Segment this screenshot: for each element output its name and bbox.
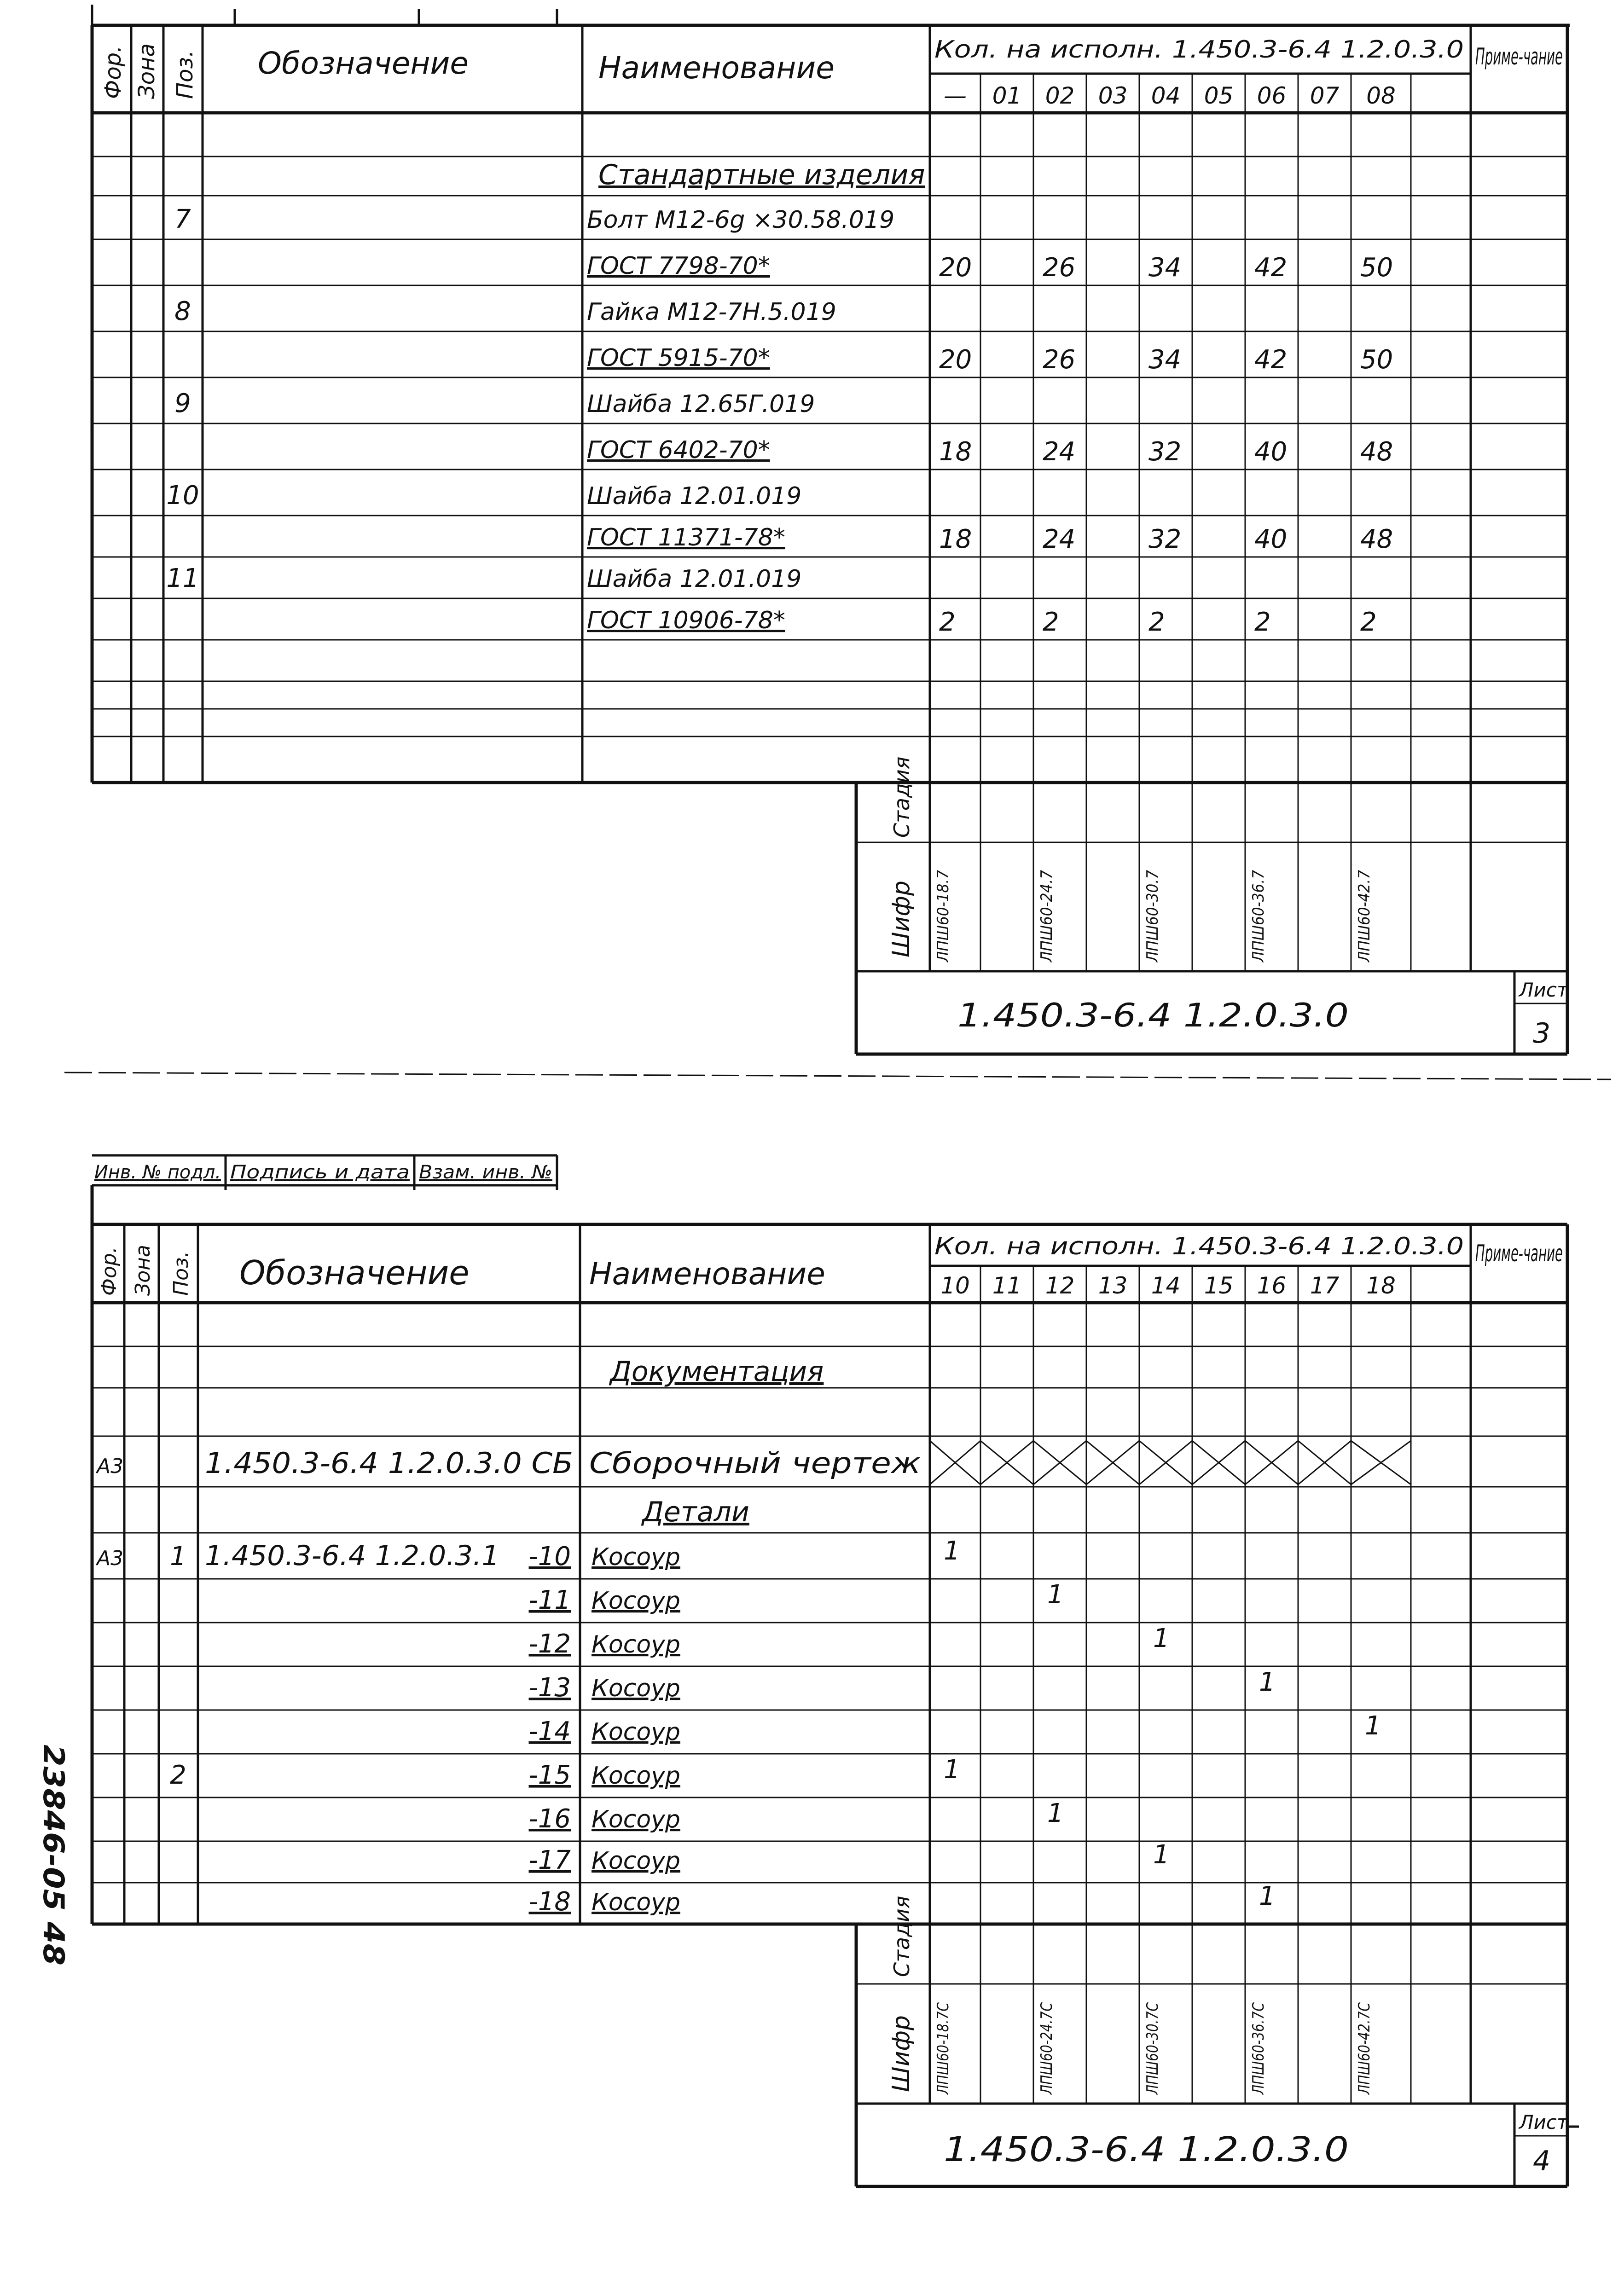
variant-header: 16 — [1257, 1272, 1287, 1299]
variant-header: 03 — [1098, 82, 1128, 109]
position-number: 9 — [174, 388, 191, 418]
section-parts: Детали — [642, 1496, 749, 1528]
sheet-2 — [37, 1155, 1579, 2186]
part-name: Косоур — [592, 1587, 680, 1615]
variant-header: 10 — [940, 1272, 970, 1299]
col-zone-header: Зона — [134, 43, 160, 99]
item-name: ГОСТ 7798-70* — [587, 252, 770, 280]
sheet1-rows — [166, 204, 1393, 637]
quantity-cell: 24 — [1043, 524, 1076, 554]
variant-header: 07 — [1310, 82, 1340, 109]
quantity-cell: 34 — [1148, 253, 1182, 283]
variant-header: 18 — [1366, 1272, 1396, 1299]
quantity-cell: 32 — [1148, 437, 1182, 467]
variant-cipher: ЛПШ60-30.7 — [1143, 861, 1162, 962]
quantity-cell: 2 — [1148, 607, 1165, 637]
sheet-label: Лист — [1519, 979, 1568, 1001]
quantity-cell: 34 — [1148, 345, 1182, 375]
col-pos-header: Поз. — [172, 50, 198, 99]
variant-cipher: ЛПШ60-36.7 — [1249, 861, 1268, 962]
sheet2-ciphers — [934, 1983, 1374, 2095]
variant-header: 05 — [1204, 82, 1234, 109]
quantity-cell: 26 — [1043, 253, 1076, 283]
variant-cipher: ЛПШ60-24.7С — [1038, 1983, 1056, 2094]
part-name: Косоур — [592, 1718, 680, 1746]
position-number: 2 — [170, 1760, 186, 1790]
quantity-cell: 1 — [1365, 1711, 1381, 1741]
quantity-cell: 1 — [944, 1536, 960, 1566]
quantity-cell: 2 — [939, 607, 956, 637]
item-name: Гайка М12-7Н.5.019 — [587, 298, 836, 326]
part-suffix: -10 — [528, 1542, 571, 1571]
sheet1-row-lines — [92, 157, 1567, 736]
position-number: 7 — [174, 204, 191, 234]
variant-header: 14 — [1151, 1272, 1181, 1299]
sheet-number: 4 — [1533, 2145, 1551, 2177]
part-name: Косоур — [592, 1847, 680, 1875]
col-format-header: Фор. — [98, 1247, 121, 1296]
doc-number: 1.450.3-6.4 1.2.0.3.0 — [957, 997, 1349, 1034]
variant-header: 08 — [1366, 82, 1396, 109]
quantity-cell: 42 — [1254, 253, 1288, 283]
quantity-cell: 1 — [1047, 1798, 1064, 1828]
col-format-header: Фор. — [100, 45, 126, 99]
col-designation-header: Обозначение — [239, 1253, 470, 1292]
variant-cipher: ЛПШ60-36.7С — [1249, 1983, 1268, 2094]
quantity-cell: 1 — [1259, 1667, 1276, 1697]
qty-title: Кол. на исполн. 1.450.3-6.4 1.2.0.3.0 — [934, 1233, 1464, 1260]
item-name: Шайба 12.65Г.019 — [587, 390, 815, 418]
quantity-cell: 48 — [1360, 524, 1393, 554]
variant-cipher: ЛПШ60-42.7 — [1355, 861, 1374, 962]
variant-header: — — [944, 82, 967, 109]
part-designation: 1.450.3-6.4 1.2.0.3.1 — [205, 1540, 499, 1572]
col-note-header: Приме-чание — [1475, 1240, 1563, 1267]
quantity-cell: 20 — [939, 253, 972, 283]
col-pos-header: Поз. — [169, 1251, 193, 1296]
variant-header: 01 — [992, 82, 1022, 109]
variant-header: 04 — [1151, 82, 1181, 109]
part-format: А3 — [97, 1547, 124, 1570]
quantity-cell: 1 — [1047, 1580, 1064, 1610]
doc-format: А3 — [97, 1455, 124, 1478]
col-designation-header: Обозначение — [258, 46, 469, 81]
sheet1-variant-headers — [944, 82, 1396, 109]
item-name: ГОСТ 10906-78* — [587, 607, 785, 634]
part-suffix: -13 — [528, 1673, 571, 1703]
variant-header: 06 — [1257, 82, 1287, 109]
position-number: 11 — [166, 563, 199, 593]
part-suffix: -11 — [528, 1585, 571, 1615]
item-name: ГОСТ 5915-70* — [587, 344, 770, 372]
quantity-cell: 2 — [1254, 607, 1271, 637]
part-suffix: -14 — [528, 1716, 571, 1746]
variant-header: 12 — [1045, 1272, 1075, 1299]
position-number: 10 — [166, 481, 199, 510]
quantity-cell: 18 — [939, 437, 972, 467]
part-suffix: -12 — [528, 1629, 571, 1659]
part-suffix: -16 — [528, 1804, 571, 1834]
section-documentation: Документация — [610, 1356, 824, 1388]
sheet-number: 3 — [1533, 1017, 1551, 1049]
col-name-header: Наименование — [598, 50, 835, 86]
doc-designation: 1.450.3-6.4 1.2.0.3.0 СБ — [205, 1446, 573, 1480]
quantity-cell: 18 — [939, 524, 972, 554]
archive-number: 23846-05 48 — [37, 1745, 70, 1945]
variant-cipher: ЛПШ60-42.7С — [1355, 1983, 1374, 2094]
sheet2-parts — [95, 1536, 1381, 1917]
part-name: Косоур — [592, 1762, 680, 1790]
item-name: Шайба 12.01.019 — [587, 565, 802, 593]
part-suffix: -15 — [528, 1760, 571, 1790]
quantity-cell: 2 — [1043, 607, 1059, 637]
col-note-header: Приме-чание — [1475, 43, 1563, 70]
variant-header: 17 — [1310, 1272, 1340, 1299]
doc-number: 1.450.3-6.4 1.2.0.3.0 — [944, 2130, 1349, 2169]
item-name: ГОСТ 11371-78* — [587, 524, 785, 551]
quantity-cell: 2 — [1360, 607, 1377, 637]
part-name: Косоур — [592, 1631, 680, 1658]
qty-title: Кол. на исполн. 1.450.3-6.4 1.2.0.3.0 — [934, 36, 1464, 64]
quantity-cell: 1 — [1153, 1623, 1170, 1653]
quantity-cell: 24 — [1043, 437, 1076, 467]
quantity-cell: 20 — [939, 345, 972, 375]
sheet2-row-lines — [92, 1346, 1567, 1883]
sheet1-ciphers — [934, 861, 1374, 963]
variant-header: 02 — [1045, 82, 1075, 109]
variant-header: 15 — [1204, 1272, 1234, 1299]
quantity-cell: 1 — [1259, 1881, 1276, 1911]
quantity-cell: 50 — [1360, 253, 1393, 283]
quantity-cell: 48 — [1360, 437, 1393, 467]
variant-cipher: ЛПШ60-18.7 — [934, 861, 952, 962]
stage-label: Стадия — [889, 1896, 914, 1977]
sheet2-variant-headers — [940, 1272, 1396, 1299]
signature-date-label: Подпись и дата — [230, 1162, 410, 1183]
replacement-inv-label: Взам. инв. № — [419, 1162, 552, 1183]
inv-number-label: Инв. № подл. — [94, 1162, 221, 1183]
col-zone-header: Зона — [131, 1245, 155, 1296]
variant-header: 11 — [992, 1272, 1022, 1299]
quantity-cell: 26 — [1043, 345, 1076, 375]
quantity-cell: 40 — [1254, 524, 1288, 554]
quantity-cell: 42 — [1254, 345, 1288, 375]
position-number: 8 — [174, 296, 191, 326]
sheet-1 — [92, 5, 1570, 1054]
not-applicable-crosses — [930, 1441, 1411, 1484]
variant-cipher: ЛПШ60-24.7 — [1038, 861, 1056, 962]
part-name: Косоур — [592, 1543, 680, 1571]
item-name: ГОСТ 6402-70* — [587, 436, 770, 464]
stage-label: Стадия — [889, 756, 914, 838]
part-name: Косоур — [592, 1889, 680, 1916]
variant-header: 13 — [1098, 1272, 1128, 1299]
sheet-label: Лист — [1519, 2111, 1568, 2134]
position-number: 1 — [170, 1542, 186, 1571]
quantity-cell: 1 — [1153, 1840, 1170, 1870]
cipher-label: Шифр — [887, 2015, 915, 2092]
part-name: Косоур — [592, 1806, 680, 1833]
variant-cipher: ЛПШ60-30.7С — [1143, 1983, 1162, 2094]
doc-name: Сборочный чертеж — [589, 1446, 921, 1480]
item-name: Шайба 12.01.019 — [587, 482, 802, 510]
cipher-label: Шифр — [887, 881, 915, 957]
quantity-cell: 32 — [1148, 524, 1182, 554]
section-standard-items: Стандартные изделия — [598, 159, 925, 191]
item-name: Болт М12-6g ×30.58.019 — [587, 206, 895, 234]
col-name-header: Наименование — [589, 1256, 825, 1292]
part-suffix: -17 — [528, 1845, 571, 1875]
part-name: Косоур — [592, 1675, 680, 1702]
quantity-cell: 1 — [944, 1755, 960, 1785]
variant-cipher: ЛПШ60-18.7С — [934, 1983, 952, 2094]
part-suffix: -18 — [528, 1887, 571, 1917]
quantity-cell: 40 — [1254, 437, 1288, 467]
quantity-cell: 50 — [1360, 345, 1393, 375]
